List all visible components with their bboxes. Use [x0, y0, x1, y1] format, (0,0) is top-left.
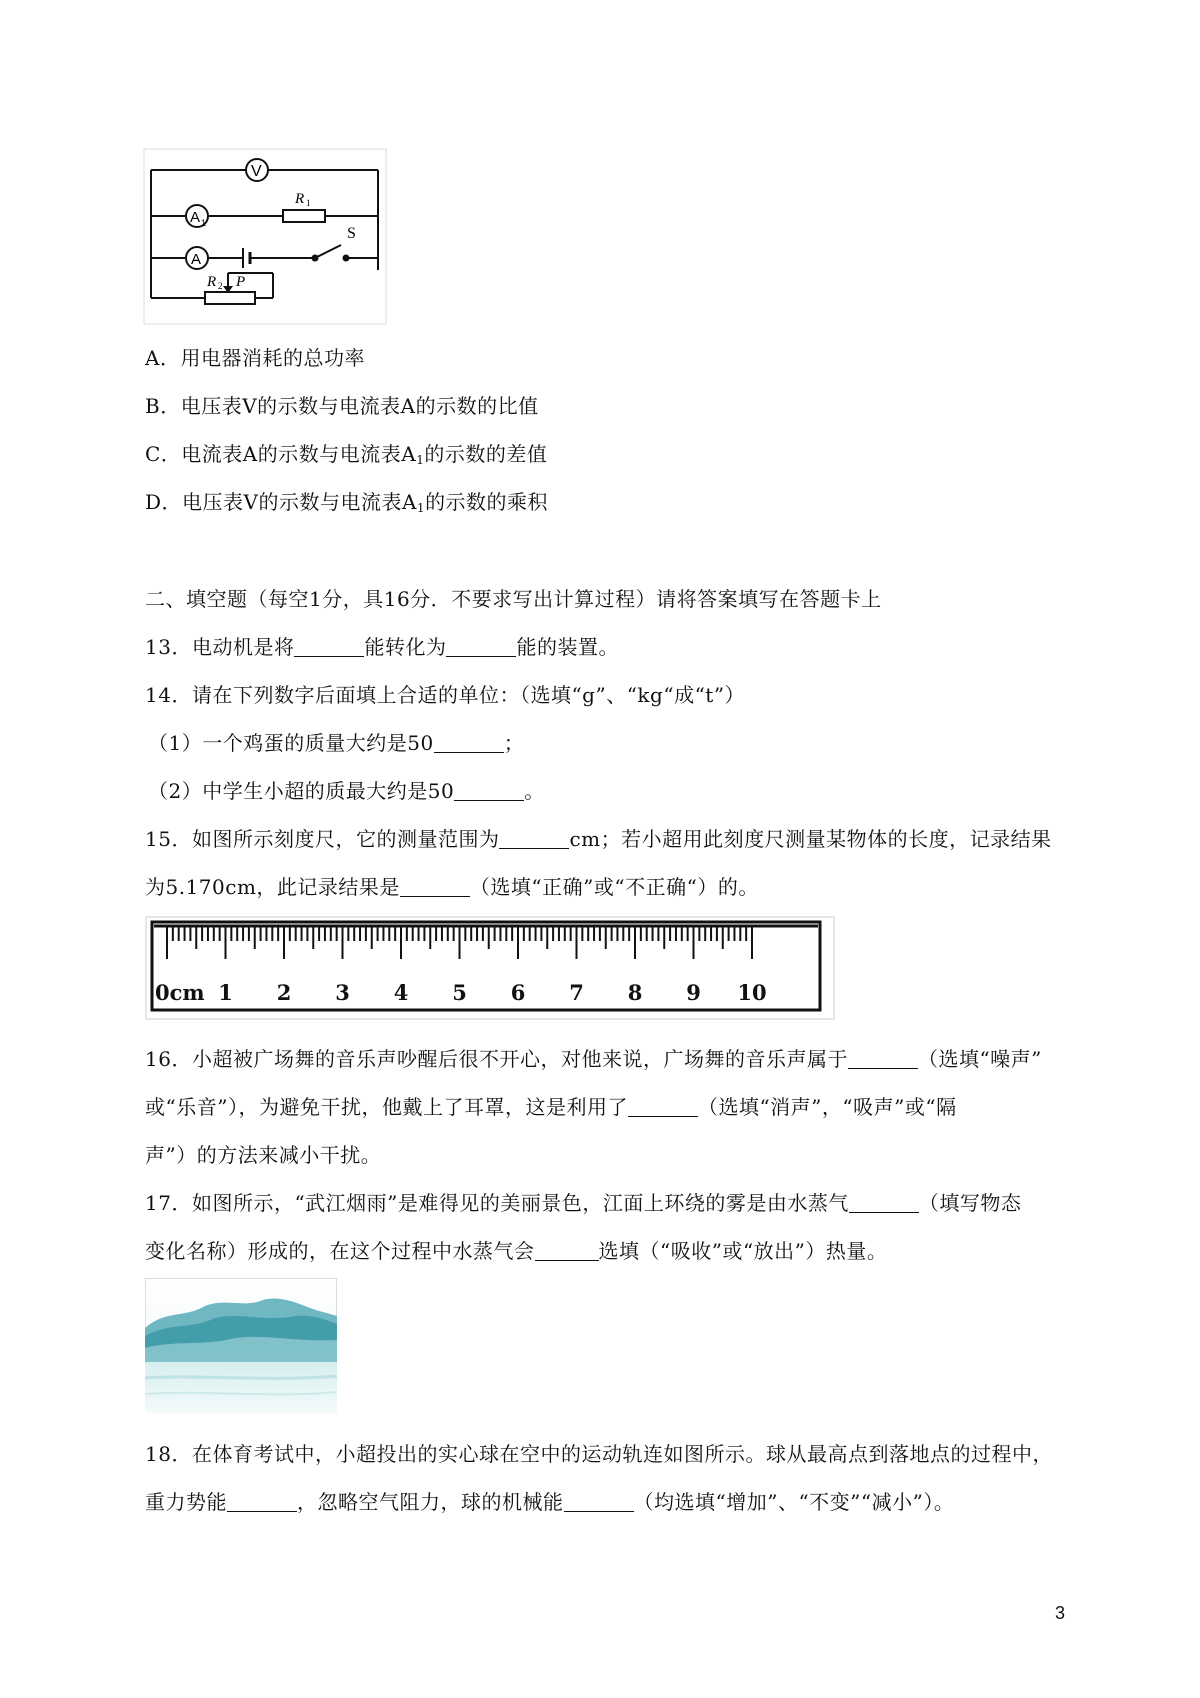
ruler-label: 6	[510, 980, 526, 1005]
page-number: 3	[1055, 1603, 1066, 1623]
q17-l2-post: 选填（“吸收”或“放出”）热量。	[598, 1239, 888, 1263]
question-16-line2	[145, 1093, 957, 1121]
ruler-label: 5	[452, 980, 467, 1005]
answer-blank[interactable]	[849, 1192, 919, 1213]
q14-2-end: 。	[524, 779, 545, 803]
option-d-post: 的示数的乘积	[425, 490, 549, 514]
q14-1-text: （1）一个鸡蛋的质量大约是50	[148, 731, 434, 755]
q15-l2-pre: 为5.170cm，此记录结果是	[145, 875, 400, 899]
option-d-sub: 1	[416, 501, 426, 515]
option-d-pre: D．电压表V的示数与电流表A	[145, 490, 417, 514]
answer-blank[interactable]	[454, 780, 524, 801]
question-14: 14．请在下列数字后面填上合适的单位：（选填“g”、“kg“成“t”）	[145, 683, 746, 707]
q15-l2-post: （选填“正确”或“不正确“）的。	[469, 875, 759, 899]
q16-l1-post: （选填“噪声”	[917, 1047, 1042, 1071]
question-17-line2	[145, 1237, 887, 1265]
option-a: A．用电器消耗的总功率	[145, 346, 365, 370]
option-c	[145, 440, 547, 474]
q16-l2-post: （选填“消声”，“吸声”或“隔	[697, 1095, 957, 1119]
option-c-post: 的示数的差值	[424, 442, 548, 466]
answer-blank[interactable]	[446, 636, 516, 657]
r2-label: R	[207, 274, 217, 290]
slider-label: P	[236, 274, 246, 290]
ruler-label: 8	[627, 980, 643, 1005]
answer-blank[interactable]	[400, 876, 470, 897]
answer-blank[interactable]	[628, 1096, 698, 1117]
answer-blank[interactable]	[499, 828, 569, 849]
ruler-label: 4	[393, 980, 409, 1005]
q18-l2-post: （均选填“增加”、“不变”“减小”）。	[633, 1490, 955, 1514]
q18-l2-mid: ，忽略空气阻力，球的机械能	[297, 1490, 564, 1514]
r1-label: R	[295, 191, 305, 207]
option-d	[145, 488, 548, 522]
ammeter1-label: A	[190, 209, 201, 226]
ruler-label: 1	[218, 980, 233, 1005]
q15-l1-pre: 15．如图所示刻度尺，它的测量范围为	[145, 827, 500, 851]
ruler-label: 3	[335, 980, 350, 1005]
question-18-line2	[145, 1488, 954, 1516]
ruler-label: 10	[737, 980, 767, 1005]
q16-l1-pre: 16．小超被广场舞的音乐声吵醒后很不开心，对他来说，广场舞的音乐声属于	[145, 1047, 848, 1071]
section-heading: 二、填空题（每空1分，具16分．不要求写出计算过程）请将答案填写在答题卡上	[145, 587, 882, 611]
question-14-1	[148, 729, 524, 757]
answer-blank[interactable]	[848, 1048, 918, 1069]
question-15-line2	[145, 873, 759, 901]
voltmeter-label: V	[251, 163, 262, 180]
circuit-diagram	[143, 148, 388, 326]
q13-part3: 能的装置。	[516, 635, 619, 659]
ammeter1-subscript: 1	[201, 218, 207, 228]
q13-part1: 13．电动机是将	[145, 635, 295, 659]
answer-blank[interactable]	[294, 636, 364, 657]
switch-label: S	[347, 225, 356, 242]
r1-subscript: 1	[306, 198, 311, 208]
question-14-2	[148, 777, 545, 805]
ruler-figure	[145, 916, 835, 1020]
option-b: B．电压表V的示数与电流表A的示数的比值	[145, 394, 539, 418]
ammeter-label: A	[191, 251, 202, 268]
answer-blank[interactable]	[564, 1491, 634, 1512]
question-16-line1	[145, 1045, 1042, 1073]
answer-blank[interactable]	[227, 1491, 297, 1512]
answer-blank[interactable]	[535, 1240, 599, 1261]
q14-1-end: ；	[503, 731, 525, 755]
q16-l2-pre: 或“乐音”），为避免干扰，他戴上了耳罩，这是利用了	[145, 1095, 628, 1119]
answer-blank[interactable]	[434, 732, 504, 753]
r2-subscript: 2	[218, 281, 223, 291]
misty-river-photo	[145, 1278, 337, 1413]
question-16-line3: 声”）的方法来减小干扰。	[145, 1143, 382, 1167]
ruler-label: 7	[569, 980, 584, 1005]
question-15-line1	[145, 825, 1052, 853]
question-18-line1: 18．在体育考试中，小超投出的实心球在空中的运动轨连如图所示。球从最高点到落地点的过程中，	[145, 1442, 1053, 1466]
ruler-label: 0cm	[155, 980, 205, 1005]
q14-2-text: （2）中学生小超的质最大约是50	[148, 779, 455, 803]
q17-l2-pre: 变化名称）形成的，在这个过程中水蒸气会	[145, 1239, 535, 1263]
q15-l1-post: cm；若小超用此刻度尺测量某物体的长度，记录结果	[569, 827, 1052, 851]
q13-part2: 能转化为	[364, 635, 447, 659]
question-17-line1	[145, 1189, 1021, 1217]
q17-l1-post: （填写物态	[918, 1191, 1022, 1215]
q18-l2-pre: 重力势能	[145, 1490, 227, 1514]
question-13	[145, 633, 619, 661]
ruler-label: 2	[276, 980, 292, 1005]
ruler-label: 9	[686, 980, 701, 1005]
q17-l1-pre: 17．如图所示，“武江烟雨”是难得见的美丽景色，江面上环绕的雾是由水蒸气	[145, 1191, 849, 1215]
option-c-pre: C．电流表A的示数与电流表A	[145, 442, 417, 466]
option-c-sub: 1	[416, 453, 425, 467]
